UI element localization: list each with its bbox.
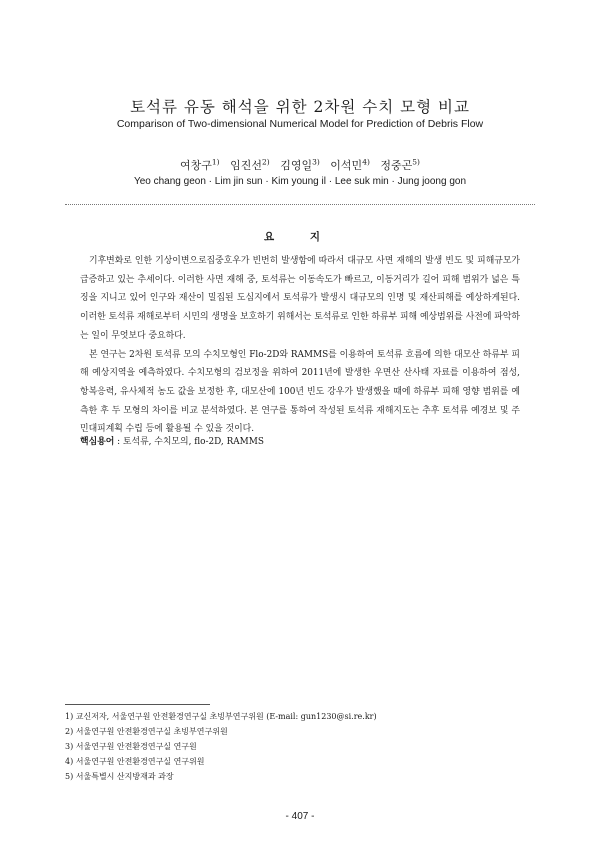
- author-4: 이석민$^{4)}$: [330, 157, 370, 172]
- footnote-2: 2) 서울연구원 안전환경연구실 초빙부연구위원: [65, 727, 228, 736]
- footnote-rule: [65, 704, 210, 705]
- keywords: [80, 434, 520, 447]
- abstract-paragraph: 본 연구는 2차원 토석류 모의 수치모형인 Flo-2D와 RAMMS를 이용하여 토석류 흐름에 의한 대모산 하류부 피해 예상지역을 예측하였다. 수치모형의 검보정을 위하여 2011년에 발생한 우면산 산사태 자료를 이용하여 점성, 항복응력, 유사체적 농도 값을 보정한 후, 대모산에 100년 빈도 강우가 발생했을 때에 하류부 피해 영향 범위를 예측한 후 두 모형의 차이를 비교 분석하였다. 본 연구를 통하여 작성된 토석류 재해지도는 추후 토석류 예경보 및 주민대피계획 수립 등에 활용될 수 있을 것이다.: [80, 349, 520, 435]
- authors-korean: [0, 157, 600, 173]
- title-korean: 토석류 유동 해석을 위한 2차원 수치 모형 비교: [130, 98, 470, 116]
- title-english: Comparison of Two-dimensional Numerical Model for Prediction of Debris Flow: [116, 118, 484, 130]
- author-2: 임진선$^{2)}$: [230, 157, 270, 172]
- abstract-paragraph: 기후변화로 인한 기상이변으로집중호우가 빈번히 발생함에 따라서 대규모 사면 재해의 발생 빈도 및 피해규모가 급증하고 있는 추세이다. 이러한 사면 재해 중, 토석류는 이동속도가 빠르고, 이동거리가 길어 피해 범위가 넓은 특징을 지니고 있어 인구와 재산이 밀집된 도심지에서 토석류가 발생시 대규모의 인명 및 재산피해를 예상하게된다. 이러한 토석류 재해로부터 시민의 생명을 보호하기 위해서는 토석류로 인한 하류부 피해 예상범위를 사전에 파악하는 일이 무엇보다 중요하다.: [80, 256, 520, 341]
- author-1: 여창구$^{1)}$: [180, 157, 220, 172]
- footnote-5: 5) 서울특별시 산지방재과 과장: [65, 772, 174, 781]
- footnote-1: 1) 교신저자, 서울연구원 안전환경연구실 초빙부연구위원 (E-mail: gun1230@si.re.kr): [65, 712, 377, 721]
- keywords-label: 핵심용어: [80, 437, 115, 447]
- page-number: - 407 -: [285, 811, 315, 822]
- dotted-divider: [65, 204, 535, 205]
- author-5: 정중곤$^{5)}$: [380, 157, 420, 172]
- keywords-text: : 토석류, 수치모의, flo-2D, RAMMS: [114, 437, 264, 447]
- footnote-3: 3) 서울연구원 안전환경연구실 연구원: [65, 742, 197, 751]
- author-3: 김영일$^{3)}$: [280, 157, 320, 172]
- abstract-body: [80, 252, 520, 439]
- abstract-heading: 요 지: [264, 231, 336, 243]
- footnote-4: 4) 서울연구원 안전환경연구실 연구위원: [65, 757, 205, 766]
- authors-english: Yeo chang geon · Lim jin sun · Kim young il · Lee suk min · Jung joong gon: [133, 176, 467, 187]
- footnotes: [65, 709, 535, 784]
